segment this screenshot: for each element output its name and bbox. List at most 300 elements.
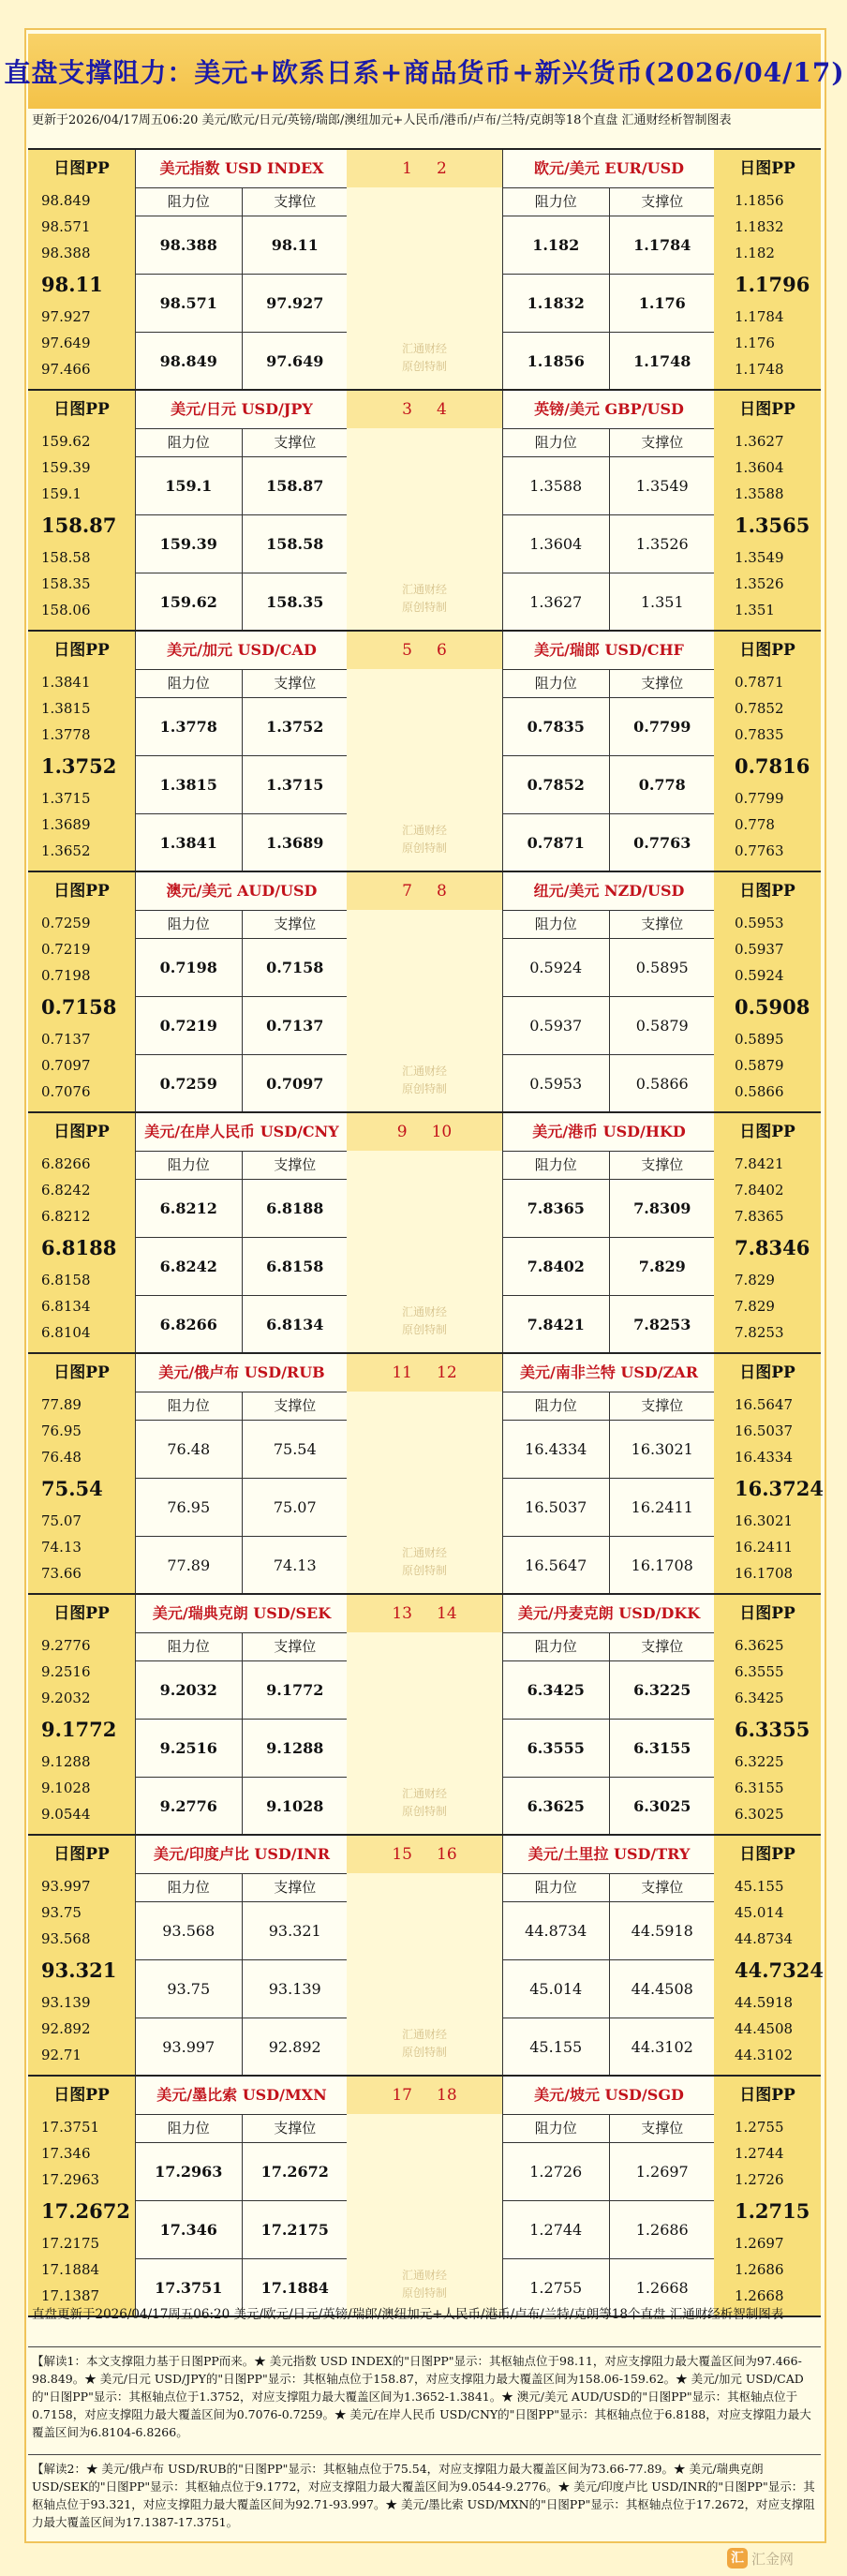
pair-number: 10 bbox=[431, 1123, 453, 1141]
pivot-point-value: 6.3355 bbox=[735, 1718, 810, 1741]
level-row bbox=[136, 1537, 348, 1595]
pp-level-value: 1.3549 bbox=[735, 549, 784, 566]
footer-updated: 直盘更新于2026/04/17周五06:20 美元/欧元/日元/英镑/瑞郎/澳纽加元+人民币/港币/卢布/兰特/克朗等18个直盘 汇通财经析智制图表 bbox=[32, 2307, 784, 2322]
resistance-value: 0.5953 bbox=[529, 1075, 583, 1093]
level-row bbox=[136, 333, 348, 391]
pp-header: 日图PP bbox=[53, 2086, 110, 2105]
subtitle: 更新于2026/04/17周五06:20 美元/欧元/日元/英镑/瑞郎/澳纽加元+人民币/港币/卢布/兰特/克朗等18个直盘 汇通财经析智制图表 bbox=[32, 113, 732, 127]
pair-name: 美元/日元 USD/JPY bbox=[136, 391, 348, 429]
pivot-point-value: 1.1796 bbox=[735, 273, 810, 296]
pair-block bbox=[28, 630, 821, 871]
support-value: 0.7137 bbox=[242, 997, 349, 1054]
level-row bbox=[503, 2018, 715, 2077]
pp-header: 日图PP bbox=[53, 159, 110, 178]
left-pair-table bbox=[135, 1595, 349, 1834]
level-row bbox=[503, 2143, 715, 2201]
resistance-value: 6.8266 bbox=[159, 1316, 217, 1333]
pp-level-value: 1.182 bbox=[735, 245, 775, 261]
pp-level-value: 6.3025 bbox=[735, 1806, 784, 1823]
support-value: 6.8188 bbox=[242, 1180, 349, 1237]
column-headers bbox=[136, 2115, 348, 2143]
pair-number: 7 bbox=[402, 882, 412, 901]
right-pp-column bbox=[714, 632, 821, 871]
support-header: 支撑位 bbox=[609, 670, 716, 697]
resistance-value: 98.849 bbox=[159, 352, 217, 370]
pair-number: 11 bbox=[392, 1363, 412, 1382]
pp-level-value: 1.3815 bbox=[41, 700, 91, 717]
level-row bbox=[503, 1960, 715, 2018]
pair-number: 14 bbox=[437, 1604, 457, 1623]
resistance-header: 阻力位 bbox=[167, 916, 210, 932]
pair-number: 16 bbox=[437, 1845, 457, 1864]
level-row bbox=[136, 1902, 348, 1960]
pivot-point-value: 16.3724 bbox=[735, 1477, 824, 1500]
pair-name: 美元指数 USD INDEX bbox=[136, 150, 348, 188]
level-row bbox=[503, 216, 715, 275]
pair-name: 欧元/美元 EUR/USD bbox=[503, 150, 715, 188]
pp-level-value: 7.8421 bbox=[735, 1155, 784, 1172]
resistance-value: 93.997 bbox=[162, 2038, 215, 2056]
pair-name: 美元/土里拉 USD/TRY bbox=[503, 1836, 715, 1874]
level-row bbox=[503, 756, 715, 814]
resistance-value: 159.1 bbox=[165, 477, 213, 495]
column-headers bbox=[136, 1633, 348, 1661]
logo-icon: 汇 bbox=[727, 2548, 748, 2569]
column-headers bbox=[136, 1874, 348, 1902]
pp-level-value: 1.3588 bbox=[735, 485, 784, 502]
resistance-header: 阻力位 bbox=[167, 434, 210, 451]
pp-level-value: 0.7259 bbox=[41, 915, 91, 931]
support-value: 1.1784 bbox=[609, 216, 716, 274]
pp-level-value: 1.2697 bbox=[735, 2235, 784, 2252]
left-pair-table bbox=[135, 632, 349, 871]
support-value: 158.35 bbox=[242, 573, 349, 632]
pair-name: 纽元/美元 NZD/USD bbox=[503, 872, 715, 911]
pp-level-value: 97.927 bbox=[41, 308, 91, 325]
resistance-value: 9.2516 bbox=[159, 1739, 217, 1757]
level-row bbox=[503, 814, 715, 872]
pp-level-value: 98.388 bbox=[41, 245, 91, 261]
support-value: 44.3102 bbox=[609, 2018, 716, 2077]
resistance-value: 1.1832 bbox=[527, 294, 585, 312]
pair-index bbox=[347, 632, 502, 669]
pivot-point-value: 0.5908 bbox=[735, 995, 810, 1019]
level-row bbox=[503, 1421, 715, 1479]
support-value: 1.3689 bbox=[242, 814, 349, 872]
pivot-point-value: 17.2672 bbox=[41, 2199, 130, 2223]
resistance-value: 0.5937 bbox=[529, 1017, 583, 1035]
pp-level-value: 44.5918 bbox=[735, 1994, 794, 2011]
right-pair-table bbox=[502, 2077, 716, 2315]
pp-level-value: 1.1748 bbox=[735, 361, 784, 378]
note-1: 【解读1：本文支撑阻力基于日图PP而来。★ 美元指数 USD INDEX的"日图PP"显示：其枢轴点位于98.11，对应支撑阻力最大覆盖区间为97.466-98.849。★ 美元/日元 USD/JPY的"日图PP"显示：其枢轴点位于158.87，对应支撑阻力最大覆盖区间为158.06-159.62。★ 美元/加元 USD/CAD的"日图PP"显示：其枢轴点位于1.3752，对应支撑阻力最大覆盖区间为1.3652-1.3841。★ 澳元/美元 AUD/USD的"日图PP"显示：其枢轴点位于0.7158，对应支撑阻力最大覆盖区间为0.7076-0.7259。★ 美元/在岸人民币 USD/CNY的"日图PP"显示：其枢轴点位于6.8188，对应支撑阻力最大覆盖区间为6.8104-6.8266。 bbox=[32, 2354, 811, 2439]
resistance-value: 1.3841 bbox=[159, 834, 217, 852]
level-row bbox=[503, 275, 715, 333]
resistance-header: 阻力位 bbox=[534, 1638, 577, 1655]
resistance-header: 阻力位 bbox=[167, 1638, 210, 1655]
level-row bbox=[503, 2201, 715, 2259]
pp-level-value: 16.5647 bbox=[735, 1396, 794, 1413]
pp-level-value: 98.571 bbox=[41, 218, 91, 235]
pp-level-value: 1.1784 bbox=[735, 308, 784, 325]
column-headers bbox=[136, 911, 348, 939]
pair-number: 18 bbox=[437, 2086, 457, 2105]
pp-header: 日图PP bbox=[739, 641, 795, 660]
pp-header: 日图PP bbox=[53, 400, 110, 419]
pp-level-value: 16.5037 bbox=[735, 1422, 794, 1439]
pair-block bbox=[28, 1834, 824, 2075]
level-row bbox=[136, 1720, 348, 1778]
level-row bbox=[503, 1902, 715, 1960]
pp-level-value: 7.8253 bbox=[735, 1324, 784, 1341]
pp-header: 日图PP bbox=[739, 1123, 795, 1141]
resistance-header: 阻力位 bbox=[534, 675, 577, 692]
level-row bbox=[136, 1238, 348, 1296]
resistance-header: 阻力位 bbox=[534, 1397, 577, 1414]
resistance-value: 1.2755 bbox=[529, 2279, 583, 2297]
pair-block bbox=[28, 1111, 821, 1352]
pp-level-value: 159.39 bbox=[41, 459, 91, 476]
column-headers bbox=[503, 1152, 715, 1180]
level-row bbox=[136, 997, 348, 1055]
pp-level-value: 9.0544 bbox=[41, 1806, 91, 1823]
divider bbox=[28, 2454, 821, 2455]
resistance-value: 9.2032 bbox=[159, 1681, 217, 1699]
support-value: 17.1884 bbox=[242, 2259, 349, 2317]
right-pp-column bbox=[714, 1354, 824, 1593]
pivot-point-value: 9.1772 bbox=[41, 1718, 117, 1741]
resistance-header: 阻力位 bbox=[534, 434, 577, 451]
left-pair-table bbox=[135, 1836, 349, 2075]
resistance-value: 1.1856 bbox=[527, 352, 585, 370]
pair-index bbox=[347, 1354, 502, 1392]
resistance-value: 159.39 bbox=[159, 535, 217, 553]
support-value: 1.3752 bbox=[242, 698, 349, 755]
level-row bbox=[136, 814, 348, 872]
pp-level-value: 6.8242 bbox=[41, 1182, 91, 1199]
support-value: 9.1772 bbox=[242, 1661, 349, 1719]
pivot-point-value: 75.54 bbox=[41, 1477, 103, 1500]
pair-index bbox=[347, 1836, 502, 1873]
support-value: 93.139 bbox=[242, 1960, 349, 2018]
level-row bbox=[136, 698, 348, 756]
level-row bbox=[503, 1778, 715, 1836]
pair-name: 美元/南非兰特 USD/ZAR bbox=[503, 1354, 715, 1392]
level-row bbox=[503, 333, 715, 391]
watermark: 汇通财经 原创特制 bbox=[401, 583, 447, 614]
left-pp-column bbox=[28, 150, 135, 389]
support-value: 7.8309 bbox=[609, 1180, 716, 1237]
pp-level-value: 158.58 bbox=[41, 549, 91, 566]
resistance-value: 16.4334 bbox=[525, 1440, 587, 1458]
resistance-value: 0.5924 bbox=[529, 959, 583, 976]
pp-level-value: 9.2776 bbox=[41, 1637, 91, 1654]
support-value: 17.2672 bbox=[242, 2143, 349, 2200]
pivot-point-value: 1.3565 bbox=[735, 514, 810, 537]
resistance-value: 16.5037 bbox=[525, 1498, 587, 1516]
pp-level-value: 7.829 bbox=[735, 1272, 775, 1288]
pair-index bbox=[347, 150, 502, 187]
pp-level-value: 77.89 bbox=[41, 1396, 82, 1413]
pair-number: 13 bbox=[392, 1604, 412, 1623]
column-headers bbox=[136, 429, 348, 457]
support-value: 0.778 bbox=[609, 756, 716, 813]
pp-level-value: 76.95 bbox=[41, 1422, 82, 1439]
pp-level-value: 1.3627 bbox=[735, 433, 784, 450]
note-2: 【解读2：★ 美元/俄卢布 USD/RUB的"日图PP"显示：其枢轴点位于75.54，对应支撑阻力最大覆盖区间为73.66-77.89。★ 美元/瑞典克朗 USD/SEK的"日图PP"显示：其枢轴点位于9.1772，对应支撑阻力最大覆盖区间为9.0544-9.2776。★ 美元/印度卢比 USD/INR的"日图PP"显示：其枢轴点位于93.321，对应支撑阻力最大覆盖区间为92.71-93.997。★ 美元/墨比索 USD/MXN的"日图PP"显示：其枢轴点位于17.2672，对应支撑阻力最大覆盖区间为17.1387-17.3751。 bbox=[32, 2462, 815, 2529]
pp-level-value: 97.466 bbox=[41, 361, 91, 378]
level-row bbox=[136, 457, 348, 515]
pp-header: 日图PP bbox=[53, 1363, 110, 1382]
center-divider bbox=[347, 632, 502, 871]
resistance-value: 7.8365 bbox=[527, 1199, 585, 1217]
pair-name: 美元/墨比索 USD/MXN bbox=[136, 2077, 348, 2115]
resistance-value: 77.89 bbox=[167, 1556, 211, 1574]
resistance-header: 阻力位 bbox=[534, 1879, 577, 1896]
pair-block bbox=[28, 148, 821, 389]
pp-level-value: 92.892 bbox=[41, 2020, 91, 2037]
title-bar bbox=[4, 34, 845, 109]
support-value: 0.5895 bbox=[609, 939, 716, 996]
pp-level-value: 0.5879 bbox=[735, 1057, 784, 1074]
column-headers bbox=[136, 670, 348, 698]
pair-name: 美元/丹麦克朗 USD/DKK bbox=[503, 1595, 715, 1633]
support-value: 1.2697 bbox=[609, 2143, 716, 2200]
pp-header: 日图PP bbox=[53, 1604, 110, 1623]
left-pp-column bbox=[28, 1836, 135, 2075]
level-row bbox=[136, 2018, 348, 2077]
resistance-value: 45.155 bbox=[529, 2038, 583, 2056]
resistance-value: 98.388 bbox=[159, 236, 217, 254]
support-value: 0.7799 bbox=[609, 698, 716, 755]
pp-level-value: 97.649 bbox=[41, 335, 91, 351]
left-pp-column bbox=[28, 1354, 135, 1593]
pair-index bbox=[347, 2077, 502, 2114]
support-value: 17.2175 bbox=[242, 2201, 349, 2258]
level-row bbox=[503, 1296, 715, 1354]
resistance-value: 98.571 bbox=[159, 294, 217, 312]
left-pair-table bbox=[135, 872, 349, 1111]
resistance-value: 0.7219 bbox=[159, 1017, 217, 1035]
level-row bbox=[136, 1479, 348, 1537]
resistance-value: 6.3425 bbox=[527, 1681, 585, 1699]
left-pp-column bbox=[28, 1595, 135, 1834]
left-pp-column bbox=[28, 632, 135, 871]
level-row bbox=[503, 1479, 715, 1537]
pp-level-value: 1.2744 bbox=[735, 2145, 784, 2162]
support-value: 97.927 bbox=[242, 275, 349, 332]
pp-level-value: 16.4334 bbox=[735, 1449, 794, 1466]
level-row bbox=[136, 1296, 348, 1354]
pp-level-value: 93.139 bbox=[41, 1994, 91, 2011]
center-divider bbox=[347, 1113, 502, 1352]
pp-level-value: 0.5937 bbox=[735, 941, 784, 958]
pair-name: 美元/在岸人民币 USD/CNY bbox=[136, 1113, 348, 1152]
level-row bbox=[136, 2143, 348, 2201]
pp-level-value: 6.3425 bbox=[735, 1690, 784, 1706]
support-value: 44.5918 bbox=[609, 1902, 716, 1959]
pp-header: 日图PP bbox=[739, 1604, 795, 1623]
column-headers bbox=[503, 2115, 715, 2143]
pp-level-value: 1.2668 bbox=[735, 2287, 784, 2304]
support-header: 支撑位 bbox=[242, 1152, 349, 1179]
level-row bbox=[136, 1421, 348, 1479]
support-value: 93.321 bbox=[242, 1902, 349, 1959]
support-header: 支撑位 bbox=[609, 1392, 716, 1420]
pair-name: 美元/加元 USD/CAD bbox=[136, 632, 348, 670]
pp-level-value: 44.3102 bbox=[735, 2047, 794, 2063]
support-header: 支撑位 bbox=[242, 1874, 349, 1901]
pp-header: 日图PP bbox=[739, 2086, 795, 2105]
level-row bbox=[503, 515, 715, 573]
logo-text: 汇金网 bbox=[751, 2550, 795, 2568]
watermark: 汇通财经 原创特制 bbox=[401, 2269, 447, 2300]
pp-level-value: 44.4508 bbox=[735, 2020, 794, 2037]
pp-level-value: 6.8212 bbox=[41, 1208, 91, 1225]
pair-number: 1 bbox=[402, 159, 412, 178]
pp-level-value: 16.1708 bbox=[735, 1565, 794, 1582]
pp-level-value: 98.849 bbox=[41, 192, 91, 209]
support-value: 1.2668 bbox=[609, 2259, 716, 2317]
resistance-value: 93.568 bbox=[162, 1922, 215, 1940]
watermark: 汇通财经 原创特制 bbox=[401, 342, 447, 373]
pp-level-value: 0.7763 bbox=[735, 842, 784, 859]
pp-level-value: 16.3021 bbox=[735, 1512, 794, 1529]
support-value: 75.07 bbox=[242, 1479, 349, 1536]
level-row bbox=[503, 1238, 715, 1296]
column-headers bbox=[503, 188, 715, 216]
resistance-value: 6.3625 bbox=[527, 1797, 585, 1815]
right-pair-table bbox=[502, 1595, 716, 1834]
pp-level-value: 1.1856 bbox=[735, 192, 784, 209]
resistance-value: 1.3627 bbox=[529, 593, 583, 611]
column-headers bbox=[503, 1633, 715, 1661]
right-pair-table bbox=[502, 150, 716, 389]
pp-level-value: 158.35 bbox=[41, 575, 91, 592]
pair-name: 美元/坡元 USD/SGD bbox=[503, 2077, 715, 2115]
resistance-value: 1.3815 bbox=[159, 776, 217, 794]
right-pp-column bbox=[714, 2077, 821, 2315]
resistance-value: 93.75 bbox=[167, 1980, 211, 1998]
pp-level-value: 0.5953 bbox=[735, 915, 784, 931]
support-value: 158.87 bbox=[242, 457, 349, 514]
left-pair-table bbox=[135, 1354, 349, 1593]
level-row bbox=[136, 515, 348, 573]
level-row bbox=[136, 1180, 348, 1238]
level-row bbox=[136, 216, 348, 275]
left-pp-column bbox=[28, 2077, 135, 2315]
column-headers bbox=[503, 1874, 715, 1902]
support-value: 16.3021 bbox=[609, 1421, 716, 1478]
support-value: 6.3025 bbox=[609, 1778, 716, 1836]
support-header: 支撑位 bbox=[242, 2115, 349, 2142]
pair-index bbox=[347, 1113, 502, 1151]
support-header: 支撑位 bbox=[609, 429, 716, 456]
pp-level-value: 0.7871 bbox=[735, 674, 784, 691]
resistance-value: 0.7852 bbox=[527, 776, 585, 794]
pp-level-value: 93.568 bbox=[41, 1930, 91, 1947]
pp-level-value: 1.2726 bbox=[735, 2171, 784, 2188]
resistance-value: 1.3778 bbox=[159, 718, 217, 736]
pp-level-value: 0.7852 bbox=[735, 700, 784, 717]
pp-level-value: 17.1387 bbox=[41, 2287, 100, 2304]
center-divider bbox=[347, 2077, 502, 2315]
support-value: 1.176 bbox=[609, 275, 716, 332]
level-row bbox=[136, 275, 348, 333]
level-row bbox=[136, 1778, 348, 1836]
pp-level-value: 17.1884 bbox=[41, 2261, 100, 2278]
resistance-value: 16.5647 bbox=[525, 1556, 587, 1574]
pp-level-value: 0.7835 bbox=[735, 726, 784, 743]
support-header: 支撑位 bbox=[609, 1633, 716, 1660]
support-value: 0.7158 bbox=[242, 939, 349, 996]
pp-level-value: 6.8266 bbox=[41, 1155, 91, 1172]
resistance-value: 0.7259 bbox=[159, 1075, 217, 1093]
pair-number: 15 bbox=[392, 1845, 412, 1864]
pair-name: 美元/瑞郎 USD/CHF bbox=[503, 632, 715, 670]
resistance-value: 6.8212 bbox=[159, 1199, 217, 1217]
pp-level-value: 0.7097 bbox=[41, 1057, 91, 1074]
support-value: 98.11 bbox=[242, 216, 349, 274]
support-header: 支撑位 bbox=[242, 188, 349, 216]
pp-level-value: 1.3604 bbox=[735, 459, 784, 476]
support-header: 支撑位 bbox=[242, 911, 349, 938]
pp-level-value: 159.1 bbox=[41, 485, 82, 502]
pair-number: 12 bbox=[437, 1363, 457, 1382]
support-header: 支撑位 bbox=[609, 1874, 716, 1901]
pair-number: 8 bbox=[437, 882, 447, 901]
level-row bbox=[136, 2201, 348, 2259]
pp-level-value: 0.5866 bbox=[735, 1083, 784, 1100]
pp-level-value: 92.71 bbox=[41, 2047, 82, 2063]
pp-header: 日图PP bbox=[739, 400, 795, 419]
pp-level-value: 1.351 bbox=[735, 602, 775, 618]
pp-level-value: 17.346 bbox=[41, 2145, 91, 2162]
pair-number: 2 bbox=[437, 159, 447, 178]
resistance-value: 7.8421 bbox=[527, 1316, 585, 1333]
support-value: 0.7097 bbox=[242, 1055, 349, 1113]
pair-number: 17 bbox=[392, 2086, 412, 2105]
pp-level-value: 0.5895 bbox=[735, 1031, 784, 1048]
pivot-point-value: 158.87 bbox=[41, 514, 117, 537]
column-headers bbox=[503, 429, 715, 457]
pp-level-value: 16.2411 bbox=[735, 1539, 794, 1556]
pp-level-value: 1.3689 bbox=[41, 816, 91, 833]
resistance-value: 0.7835 bbox=[527, 718, 585, 736]
pair-name: 美元/印度卢比 USD/INR bbox=[136, 1836, 348, 1874]
resistance-value: 1.2744 bbox=[529, 2221, 583, 2239]
support-header: 支撑位 bbox=[609, 1152, 716, 1179]
right-pp-column bbox=[714, 150, 821, 389]
resistance-header: 阻力位 bbox=[534, 1156, 577, 1173]
support-value: 1.3549 bbox=[609, 457, 716, 514]
pivot-point-value: 1.2715 bbox=[735, 2199, 810, 2223]
pair-index bbox=[347, 1595, 502, 1632]
pp-level-value: 9.1028 bbox=[41, 1779, 91, 1796]
pp-level-value: 44.8734 bbox=[735, 1930, 794, 1947]
pp-level-value: 0.7219 bbox=[41, 941, 91, 958]
support-value: 7.8253 bbox=[609, 1296, 716, 1354]
left-pp-column bbox=[28, 391, 135, 630]
pp-header: 日图PP bbox=[739, 1845, 795, 1864]
pair-block bbox=[28, 1352, 824, 1593]
pp-level-value: 45.014 bbox=[735, 1904, 784, 1921]
right-pp-column bbox=[714, 1836, 824, 2075]
pivot-point-value: 0.7158 bbox=[41, 995, 117, 1019]
resistance-value: 159.62 bbox=[159, 593, 217, 611]
support-value: 7.829 bbox=[609, 1238, 716, 1295]
column-headers bbox=[503, 1392, 715, 1421]
